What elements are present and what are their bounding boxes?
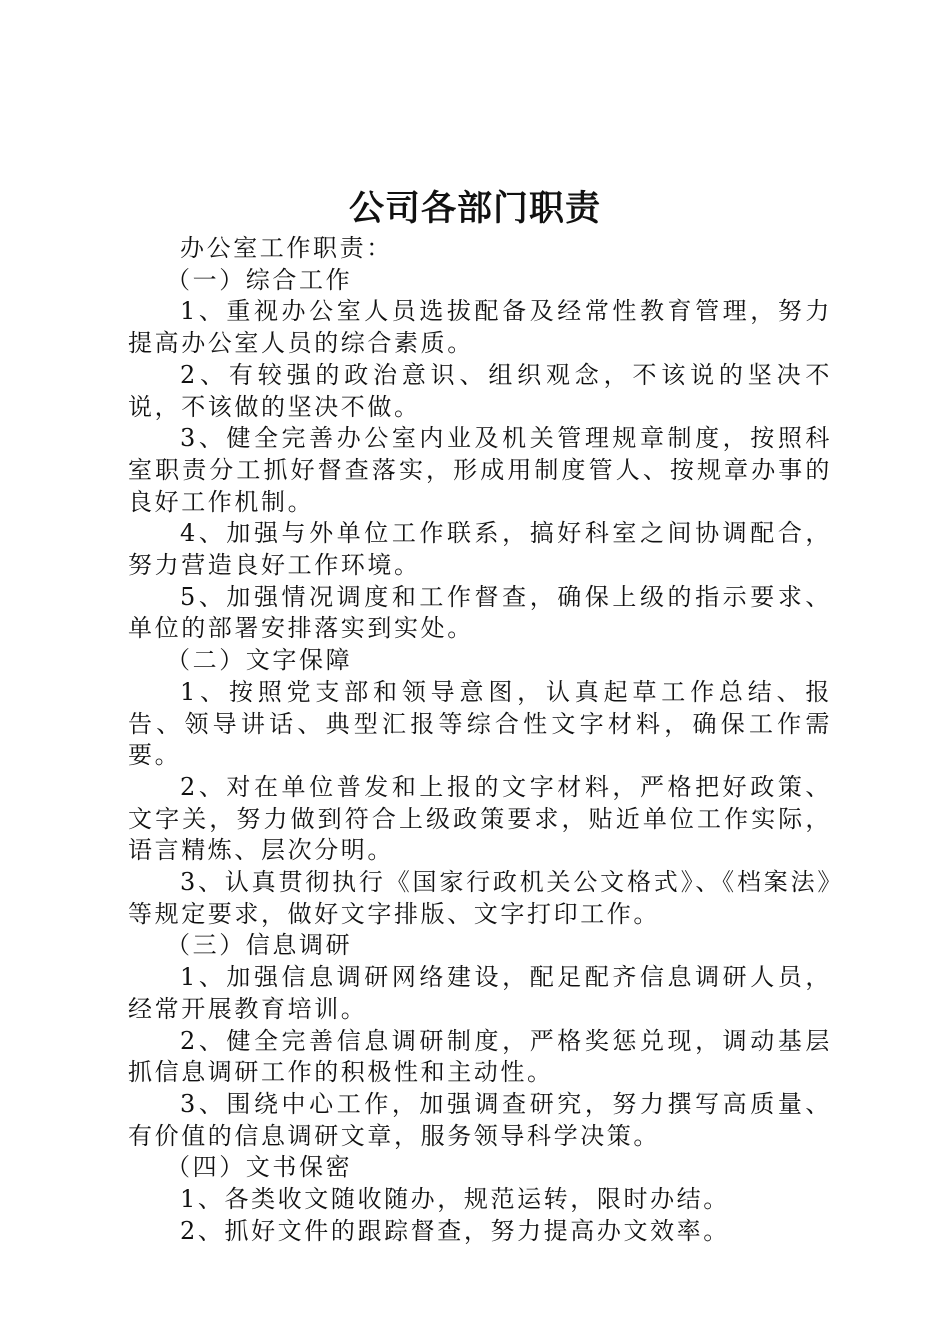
paragraph: 2、抓好文件的跟踪督查，努力提高办文效率。 [180,1216,730,1245]
subsection-heading-writing-support: （二）文字保障 [166,646,353,675]
subsection-heading-general-work: （一）综合工作 [166,265,353,294]
paragraph: 1、按照党支部和领导意图，认真起草工作总结、报告、领导讲话、典型汇报等综合性文字材料，确保工作需要。 [128,677,832,770]
paragraph: 1、加强信息调研网络建设，配足配齐信息调研人员，经常开展教育培训。 [128,963,832,1023]
paragraph: 3、认真贯彻执行《国家行政机关公文格式》、《档案法》等规定要求，做好文字排版、文字打印工作。 [128,868,832,928]
paragraph: 2、有较强的政治意识、组织观念，不该说的坚决不说，不该做的坚决不做。 [128,360,832,421]
paragraph: 3、健全完善办公室内业及机关管理规章制度，按照科室职责分工抓好督查落实，形成用制度管人、按规章办事的良好工作机制。 [128,424,832,516]
paragraph: 3、围绕中心工作，加强调查研究，努力撰写高质量、有价值的信息调研文章，服务领导科学决策。 [128,1089,832,1150]
subsection-heading-information-research: （三）信息调研 [166,931,353,960]
paragraph: 2、健全完善信息调研制度，严格奖惩兑现，调动基层抓信息调研工作的积极性和主动性。 [128,1026,832,1087]
paragraph: 1、各类收文随收随办，规范运转，限时办结。 [180,1185,730,1214]
paragraph: 2、对在单位普发和上报的文字材料，严格把好政策、文字关，努力做到符合上级政策要求，贴近单位工作实际，语言精炼、层次分明。 [128,772,832,865]
paragraph: 1、重视办公室人员选拔配备及经常性教育管理，努力提高办公室人员的综合素质。 [128,297,832,358]
section-heading-office-duties: 办公室工作职责： [180,234,393,262]
paragraph: 5、加强情况调度和工作督查，确保上级的指示要求、单位的部署安排落实到实处。 [128,582,832,643]
paragraph: 4、加强与外单位工作联系，搞好科室之间协调配合，努力营造良好工作环境。 [128,519,832,580]
document-body [128,233,832,1248]
subsection-heading-documents-confidentiality: （四）文书保密 [166,1153,353,1182]
document-title: 公司各部门职责 [348,189,601,229]
